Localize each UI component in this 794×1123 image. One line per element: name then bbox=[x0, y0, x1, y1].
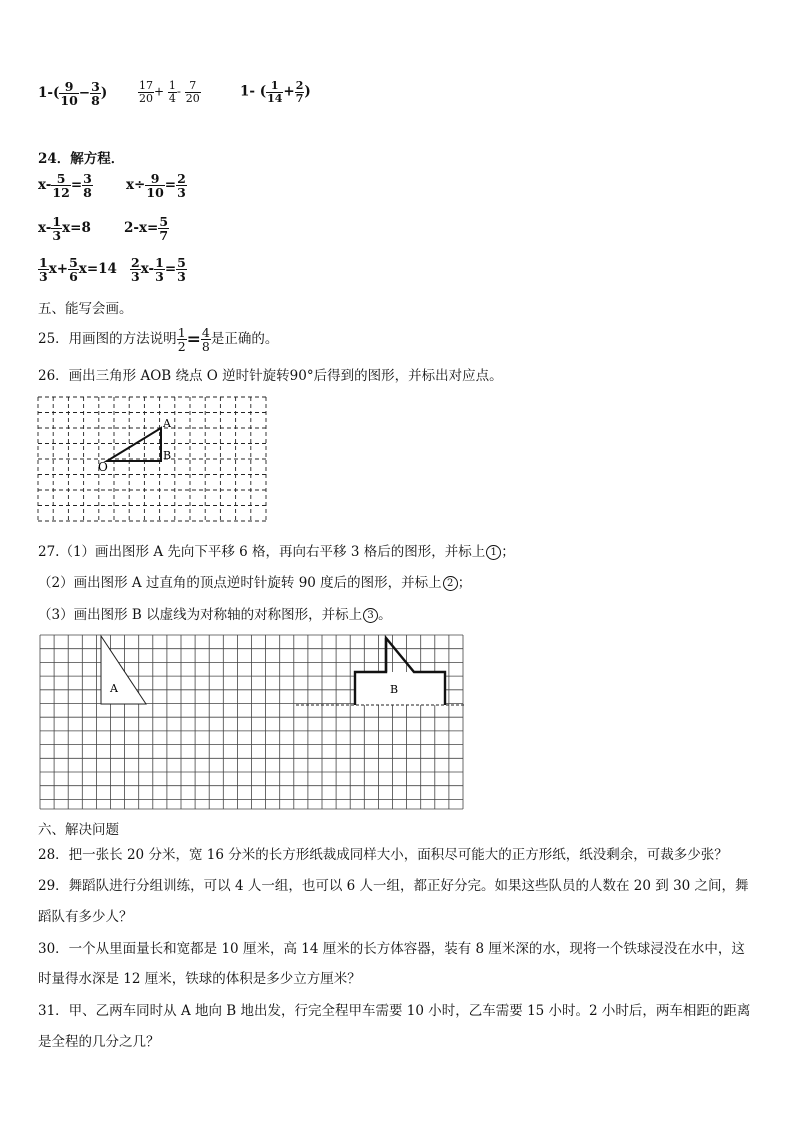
q24-equation-1: x- $\frac{5}{12}$ = $\frac{3}{8}$ bbox=[38, 171, 92, 201]
q26-grid-lines bbox=[38, 397, 266, 521]
q24-equation-3: x- $\frac{1}{3}$ x=8 bbox=[38, 214, 91, 244]
q24-equation-4: 2-x= $\frac{5}{7}$ bbox=[124, 214, 169, 244]
q24-equation-2: x÷ $\frac{9}{10}$ = $\frac{2}{3}$ bbox=[126, 171, 186, 201]
q30-line-1: 30．一个从里面量长和宽都是 10 厘米，高 14 厘米的长方体容器，装有 8 厘米深的水，现将一个铁球浸没在水中，这 bbox=[38, 941, 745, 957]
q31-line-2: 是全程的几分之几？ bbox=[38, 1034, 160, 1050]
q24-title: 24．解方程． bbox=[38, 151, 125, 167]
q27-part-1: 27.（1）画出图形 A 先向下平移 6 格，再向右平移 3 格后的图形，并标上 1 ； bbox=[38, 544, 515, 560]
label-b: B bbox=[163, 449, 172, 462]
triangle-aob bbox=[107, 428, 161, 461]
q28-text: 28．把一张长 20 分米，宽 16 分米的长方形纸裁成同样大小，面积尽可能大的正方形纸，纸没剩余，可裁多少张？ bbox=[38, 847, 728, 863]
section-5-heading: 五、能写会画。 bbox=[38, 301, 133, 317]
calc-expression-1: 1-( $\frac{9}{10}$ − $\frac{3}{8}$ ) bbox=[38, 79, 108, 109]
shape-a bbox=[101, 636, 146, 704]
q24-equation-5: $\frac{1}{3}$ x+ $\frac{5}{6}$ x=14 bbox=[39, 255, 117, 285]
q30-line-2: 时量得水深是 12 厘米，铁球的体积是多少立方厘米？ bbox=[38, 971, 361, 987]
label-a: A bbox=[163, 417, 171, 430]
label-o: O bbox=[98, 460, 108, 474]
q27-part-3: （3）画出图形 B 以虚线为对称轴的对称图形，并标上 3 。 bbox=[38, 607, 392, 623]
q26-grid bbox=[36, 395, 270, 525]
q25-text: 25．用画图的方法说明 $\frac{1}{2}$ = $\frac{4}{8}$ 是正确的。 bbox=[38, 325, 279, 355]
section-6-heading: 六、解决问题 bbox=[38, 822, 119, 838]
shape-b-label: B bbox=[390, 683, 399, 696]
shape-a-label: A bbox=[110, 682, 118, 695]
circled-1-icon: 1 bbox=[486, 545, 501, 560]
q29-line-2: 蹈队有多少人？ bbox=[38, 909, 133, 925]
shape-b-fill bbox=[355, 672, 445, 705]
calc-expression-3: 1- ( $\frac{1}{14}$ + $\frac{2}{7}$ ) bbox=[240, 79, 311, 105]
q24-equation-6: $\frac{2}{3}$ x- $\frac{1}{3}$ = $\frac{5}{3}$ bbox=[131, 255, 186, 285]
q27-part-2: （2）画出图形 A 过直角的顶点逆时针旋转 90 度后的图形，并标上 2 ； bbox=[38, 575, 472, 591]
q31-line-1: 31．甲、乙两车同时从 A 地向 B 地出发，行完全程甲车需要 10 小时，乙车需要 15 小时。2 小时后，两车相距的距离 bbox=[38, 1003, 751, 1019]
calc-expression-2: $\frac{17}{20}$ + $\frac{1}{4}$ - $\frac{7}{20}$ bbox=[139, 79, 200, 105]
q29-line-1: 29．舞蹈队进行分组训练，可以 4 人一组，也可以 6 人一组，都正好分完。如果这些队员的人数在 20 到 30 之间，舞 bbox=[38, 878, 749, 894]
q27-grid bbox=[38, 633, 466, 811]
circled-2-icon: 2 bbox=[443, 576, 458, 591]
q26-text: 26．画出三角形 AOB 绕点 O 逆时针旋转90°后得到的图形，并标出对应点。 bbox=[38, 368, 503, 384]
circled-3-icon: 3 bbox=[363, 608, 378, 623]
